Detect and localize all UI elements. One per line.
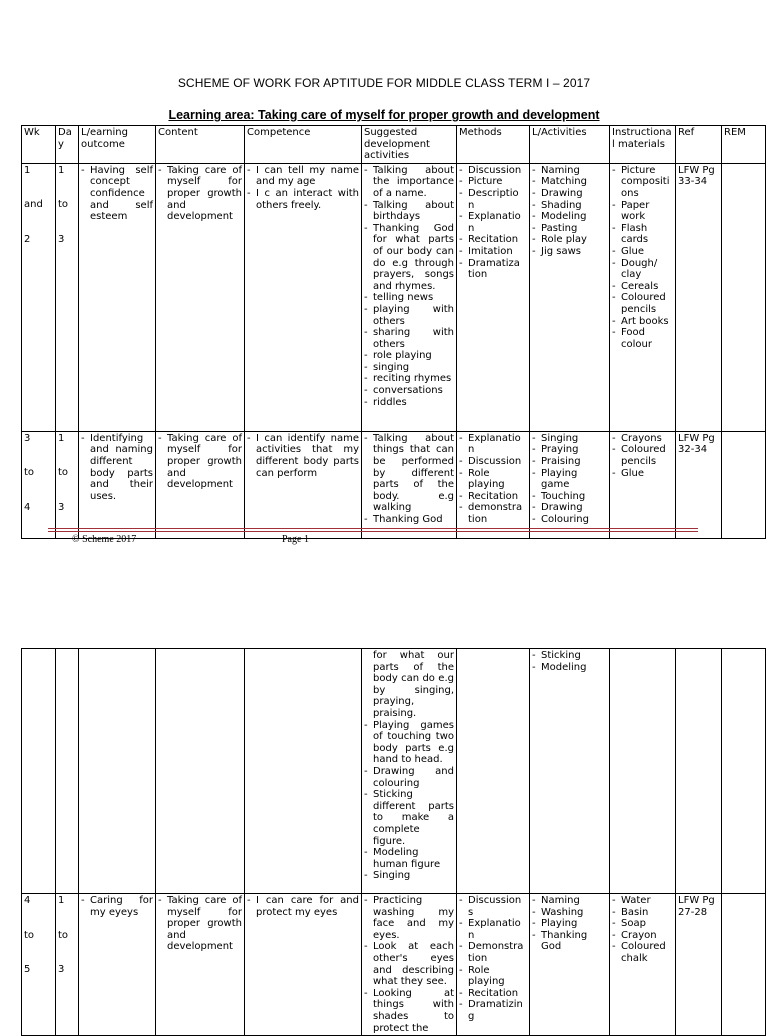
- scheme-table-page-2: [21, 648, 766, 1036]
- list-item: - Crayon: [612, 930, 673, 942]
- rem-cell: [722, 163, 766, 431]
- lactivities-cell: [530, 894, 610, 1036]
- bullet-list: [459, 895, 527, 1023]
- table-row: [22, 163, 766, 431]
- list-item: - Matching: [532, 176, 607, 188]
- list-item: - I can identify name activities that my different body parts can perform: [247, 433, 359, 479]
- ref-cell: LFW Pg 27-28: [676, 894, 722, 1036]
- list-item: - Playing game: [532, 468, 607, 491]
- list-item: - Drawing: [532, 188, 607, 200]
- list-item: - Picture: [459, 176, 527, 188]
- list-item: - conversations: [364, 385, 454, 397]
- list-item: - Talking about the importance of a name.: [364, 165, 454, 200]
- list-item: - Sticking: [532, 650, 607, 662]
- list-item: - Coloured chalk: [612, 941, 673, 964]
- cell-line: to: [24, 929, 35, 941]
- table-header-row: [22, 126, 766, 164]
- header-activities: Suggested development activities: [362, 126, 457, 164]
- list-item: - I can tell my name and my age: [247, 165, 359, 188]
- list-item: - riddles: [364, 397, 454, 409]
- bullet-list: [158, 895, 242, 953]
- list-item: - singing: [364, 362, 454, 374]
- cell-line: 3: [58, 233, 65, 245]
- list-item: - Soap: [612, 918, 673, 930]
- header-ref: Ref: [676, 126, 722, 164]
- outcome-cell: [79, 163, 156, 431]
- wk-cell: [22, 163, 56, 431]
- header-lactivities: L/Activities: [530, 126, 610, 164]
- ref-cell: LFW Pg 32-34: [676, 431, 722, 538]
- footer-copyright: © Scheme 2017: [72, 534, 137, 545]
- wk-cell: [22, 649, 56, 894]
- methods-cell: [457, 649, 530, 894]
- list-item: - Drawing: [532, 502, 607, 514]
- list-item: - Discussion s: [459, 895, 527, 918]
- list-item: - Picture compositi ons: [612, 165, 673, 200]
- list-item: - telling news: [364, 292, 454, 304]
- list-item: - Explanatio n: [459, 433, 527, 456]
- day-cell: [56, 163, 79, 431]
- content-cell: [156, 894, 245, 1036]
- list-item: - Washing: [532, 907, 607, 919]
- bullet-list: [532, 650, 607, 673]
- list-item: - Coloured pencils: [612, 444, 673, 467]
- list-item: - Coloured pencils: [612, 292, 673, 315]
- header-methods: Methods: [457, 126, 530, 164]
- cell-line: to: [24, 467, 35, 479]
- content-cell: [156, 649, 245, 894]
- methods-cell: [457, 163, 530, 431]
- list-item: - Playing: [532, 918, 607, 930]
- cell-line: 5: [24, 964, 31, 976]
- list-item: - Role play: [532, 234, 607, 246]
- document-title: SCHEME OF WORK FOR APTITUDE FOR MIDDLE CLASS TERM I – 2017: [177, 76, 591, 90]
- bullet-list: [364, 165, 454, 408]
- bullet-list: [158, 433, 242, 491]
- content-cell: [156, 431, 245, 538]
- list-item: - Recitation: [459, 234, 527, 246]
- bullet-list: [247, 895, 359, 918]
- list-item: - Taking care of myself for proper growth and development: [158, 895, 242, 953]
- day-cell: [56, 431, 79, 538]
- header-materials: Instructiona l materials: [610, 126, 676, 164]
- list-item: - Modeling: [532, 211, 607, 223]
- cell-line: 1: [58, 432, 65, 444]
- methods-cell: [457, 894, 530, 1036]
- cell-line: 2: [24, 233, 31, 245]
- list-item: - Modeling human figure: [364, 847, 454, 870]
- content-cell: [156, 163, 245, 431]
- table-row: [22, 894, 766, 1036]
- competence-cell: [245, 649, 362, 894]
- materials-cell: [610, 894, 676, 1036]
- list-item: - Naming: [532, 165, 607, 177]
- list-item: - Having self concept confidence and self esteem: [81, 165, 153, 223]
- bullet-list: [612, 433, 673, 479]
- list-item: - Drawing and colouring: [364, 766, 454, 789]
- scheme-table-page-1: [21, 125, 766, 539]
- list-item: - Talking about birthdays: [364, 200, 454, 223]
- bullet-list: [532, 895, 607, 953]
- list-item: - Identifying and naming different body parts and their uses.: [81, 433, 153, 503]
- table-row: [22, 649, 766, 894]
- lactivities-cell: [530, 649, 610, 894]
- cell-line: to: [58, 467, 69, 479]
- bullet-list: [81, 895, 153, 918]
- list-item: - Descriptio n: [459, 188, 527, 211]
- list-item: - Imitation: [459, 246, 527, 258]
- list-item: - Flash cards: [612, 223, 673, 246]
- bullet-list: [364, 895, 454, 1034]
- list-item: - Dramatizin g: [459, 999, 527, 1022]
- activities-cell: [362, 649, 457, 894]
- outcome-cell: [79, 649, 156, 894]
- list-item: - Practicing washing my face and my eyes.: [364, 895, 454, 941]
- list-item: - playing with others: [364, 304, 454, 327]
- list-item: - Dough/ clay: [612, 258, 673, 281]
- cell-line: to: [58, 929, 69, 941]
- list-item: - Art books: [612, 316, 673, 328]
- header-competence: Competence: [245, 126, 362, 164]
- competence-cell: [245, 894, 362, 1036]
- list-item: - Recitation: [459, 491, 527, 503]
- cell-line: and: [24, 199, 43, 211]
- activities-cell: [362, 431, 457, 538]
- materials-cell: [610, 649, 676, 894]
- list-item: - Cereals: [612, 281, 673, 293]
- activities-cell: [362, 894, 457, 1036]
- list-item: - Sticking different parts to make a complete figure.: [364, 789, 454, 847]
- list-item: - Explanatio n: [459, 211, 527, 234]
- bullet-list: [81, 433, 153, 503]
- wk-cell: [22, 894, 56, 1036]
- footer-rule: [48, 528, 698, 529]
- bullet-list: [247, 433, 359, 479]
- list-item: - Discussion: [459, 456, 527, 468]
- day-cell: [56, 649, 79, 894]
- list-item: - Thanking God for what parts of our body can do e.g through prayers, songs and rhymes.: [364, 223, 454, 293]
- list-item: - Jig saws: [532, 246, 607, 258]
- methods-cell: [457, 431, 530, 538]
- lactivities-cell: [530, 431, 610, 538]
- ref-cell: LFW Pg 33-34: [676, 163, 722, 431]
- header-rem: REM: [722, 126, 766, 164]
- materials-cell: [610, 431, 676, 538]
- competence-cell: [245, 431, 362, 538]
- cell-line: 3: [58, 964, 65, 976]
- list-item: - Taking care of myself for proper growth and development: [158, 165, 242, 223]
- cell-line: 1: [58, 164, 65, 176]
- header-outcome: L/earning outcome: [79, 126, 156, 164]
- list-item: - Crayons: [612, 433, 673, 445]
- cell-line: 4: [24, 895, 31, 906]
- list-item: - Pasting: [532, 223, 607, 235]
- rem-cell: [722, 894, 766, 1036]
- list-item: - Glue: [612, 468, 673, 480]
- list-item: - Caring for my eyeys: [81, 895, 153, 918]
- bullet-list: [612, 165, 673, 351]
- day-cell: [56, 894, 79, 1036]
- cell-line: 1: [24, 164, 31, 176]
- list-item: - Discussion: [459, 165, 527, 177]
- lactivities-cell: [530, 163, 610, 431]
- activities-list: [364, 720, 454, 882]
- list-item: - Basin: [612, 907, 673, 919]
- list-item: - role playing: [364, 350, 454, 362]
- bullet-list: [81, 165, 153, 223]
- list-item: - demonstra tion: [459, 502, 527, 525]
- list-item: - Explanatio n: [459, 918, 527, 941]
- ref-cell: [676, 649, 722, 894]
- activities-continuation: for what our parts of the body can do e.g by singing, praying, praising.: [373, 650, 454, 719]
- list-item: - Talking about things that can be performed by different parts of the body. e.g walking: [364, 433, 454, 514]
- learning-area-heading: Learning area: Taking care of myself for proper growth and development: [168, 108, 600, 122]
- bullet-list: [459, 433, 527, 526]
- list-item: - Taking care of myself for proper growth and development: [158, 433, 242, 491]
- rem-cell: [722, 431, 766, 538]
- outcome-cell: [79, 894, 156, 1036]
- list-item: - Role playing: [459, 468, 527, 491]
- cell-line: 4: [24, 501, 31, 513]
- bullet-list: [364, 433, 454, 526]
- list-item: - Naming: [532, 895, 607, 907]
- bullet-list: [459, 165, 527, 281]
- list-item: - Recitation: [459, 988, 527, 1000]
- list-item: - Food colour: [612, 327, 673, 350]
- list-item: - Role playing: [459, 965, 527, 988]
- footer-rule-thin: [48, 531, 698, 532]
- outcome-cell: [79, 431, 156, 538]
- header-content: Content: [156, 126, 245, 164]
- list-item: - Colouring: [532, 514, 607, 526]
- page-2: [0, 648, 768, 1034]
- list-item: - Look at each other's eyes and describing what they see.: [364, 941, 454, 987]
- list-item: - Dramatiza tion: [459, 258, 527, 281]
- list-item: - Looking at things with shades to protect the: [364, 988, 454, 1034]
- cell-line: to: [58, 199, 69, 211]
- bullet-list: [612, 895, 673, 965]
- list-item: - I c an interact with others freely.: [247, 188, 359, 211]
- list-item: - Touching: [532, 491, 607, 503]
- materials-cell: [610, 163, 676, 431]
- list-item: - Praising: [532, 456, 607, 468]
- header-day: Da y: [56, 126, 79, 164]
- list-item: - Praying: [532, 444, 607, 456]
- list-item: - Shading: [532, 200, 607, 212]
- list-item: - Thanking God: [532, 930, 607, 953]
- cell-line: 3: [24, 432, 31, 444]
- bullet-list: [247, 165, 359, 211]
- footer-page-number: Page 1: [282, 534, 309, 545]
- cell-line: 1: [58, 895, 65, 906]
- activities-cell: [362, 163, 457, 431]
- list-item: - Singing: [364, 870, 454, 882]
- list-item: - Modeling: [532, 662, 607, 674]
- cell-line: 3: [58, 501, 65, 513]
- table-row: [22, 431, 766, 538]
- wk-cell: [22, 431, 56, 538]
- competence-cell: [245, 163, 362, 431]
- bullet-list: [158, 165, 242, 223]
- list-item: - Thanking God: [364, 514, 454, 526]
- rem-cell: [722, 649, 766, 894]
- list-item: - Glue: [612, 246, 673, 258]
- list-item: - Water: [612, 895, 673, 907]
- list-item: - reciting rhymes: [364, 373, 454, 385]
- bullet-list: [532, 433, 607, 526]
- list-item: - sharing with others: [364, 327, 454, 350]
- list-item: - Singing: [532, 433, 607, 445]
- list-item: - Demonstra tion: [459, 941, 527, 964]
- header-wk: Wk: [22, 126, 56, 164]
- list-item: - Paper work: [612, 200, 673, 223]
- bullet-list: [532, 165, 607, 258]
- list-item: - Playing games of touching two body parts e.g hand to head.: [364, 720, 454, 766]
- list-item: - I can care for and protect my eyes: [247, 895, 359, 918]
